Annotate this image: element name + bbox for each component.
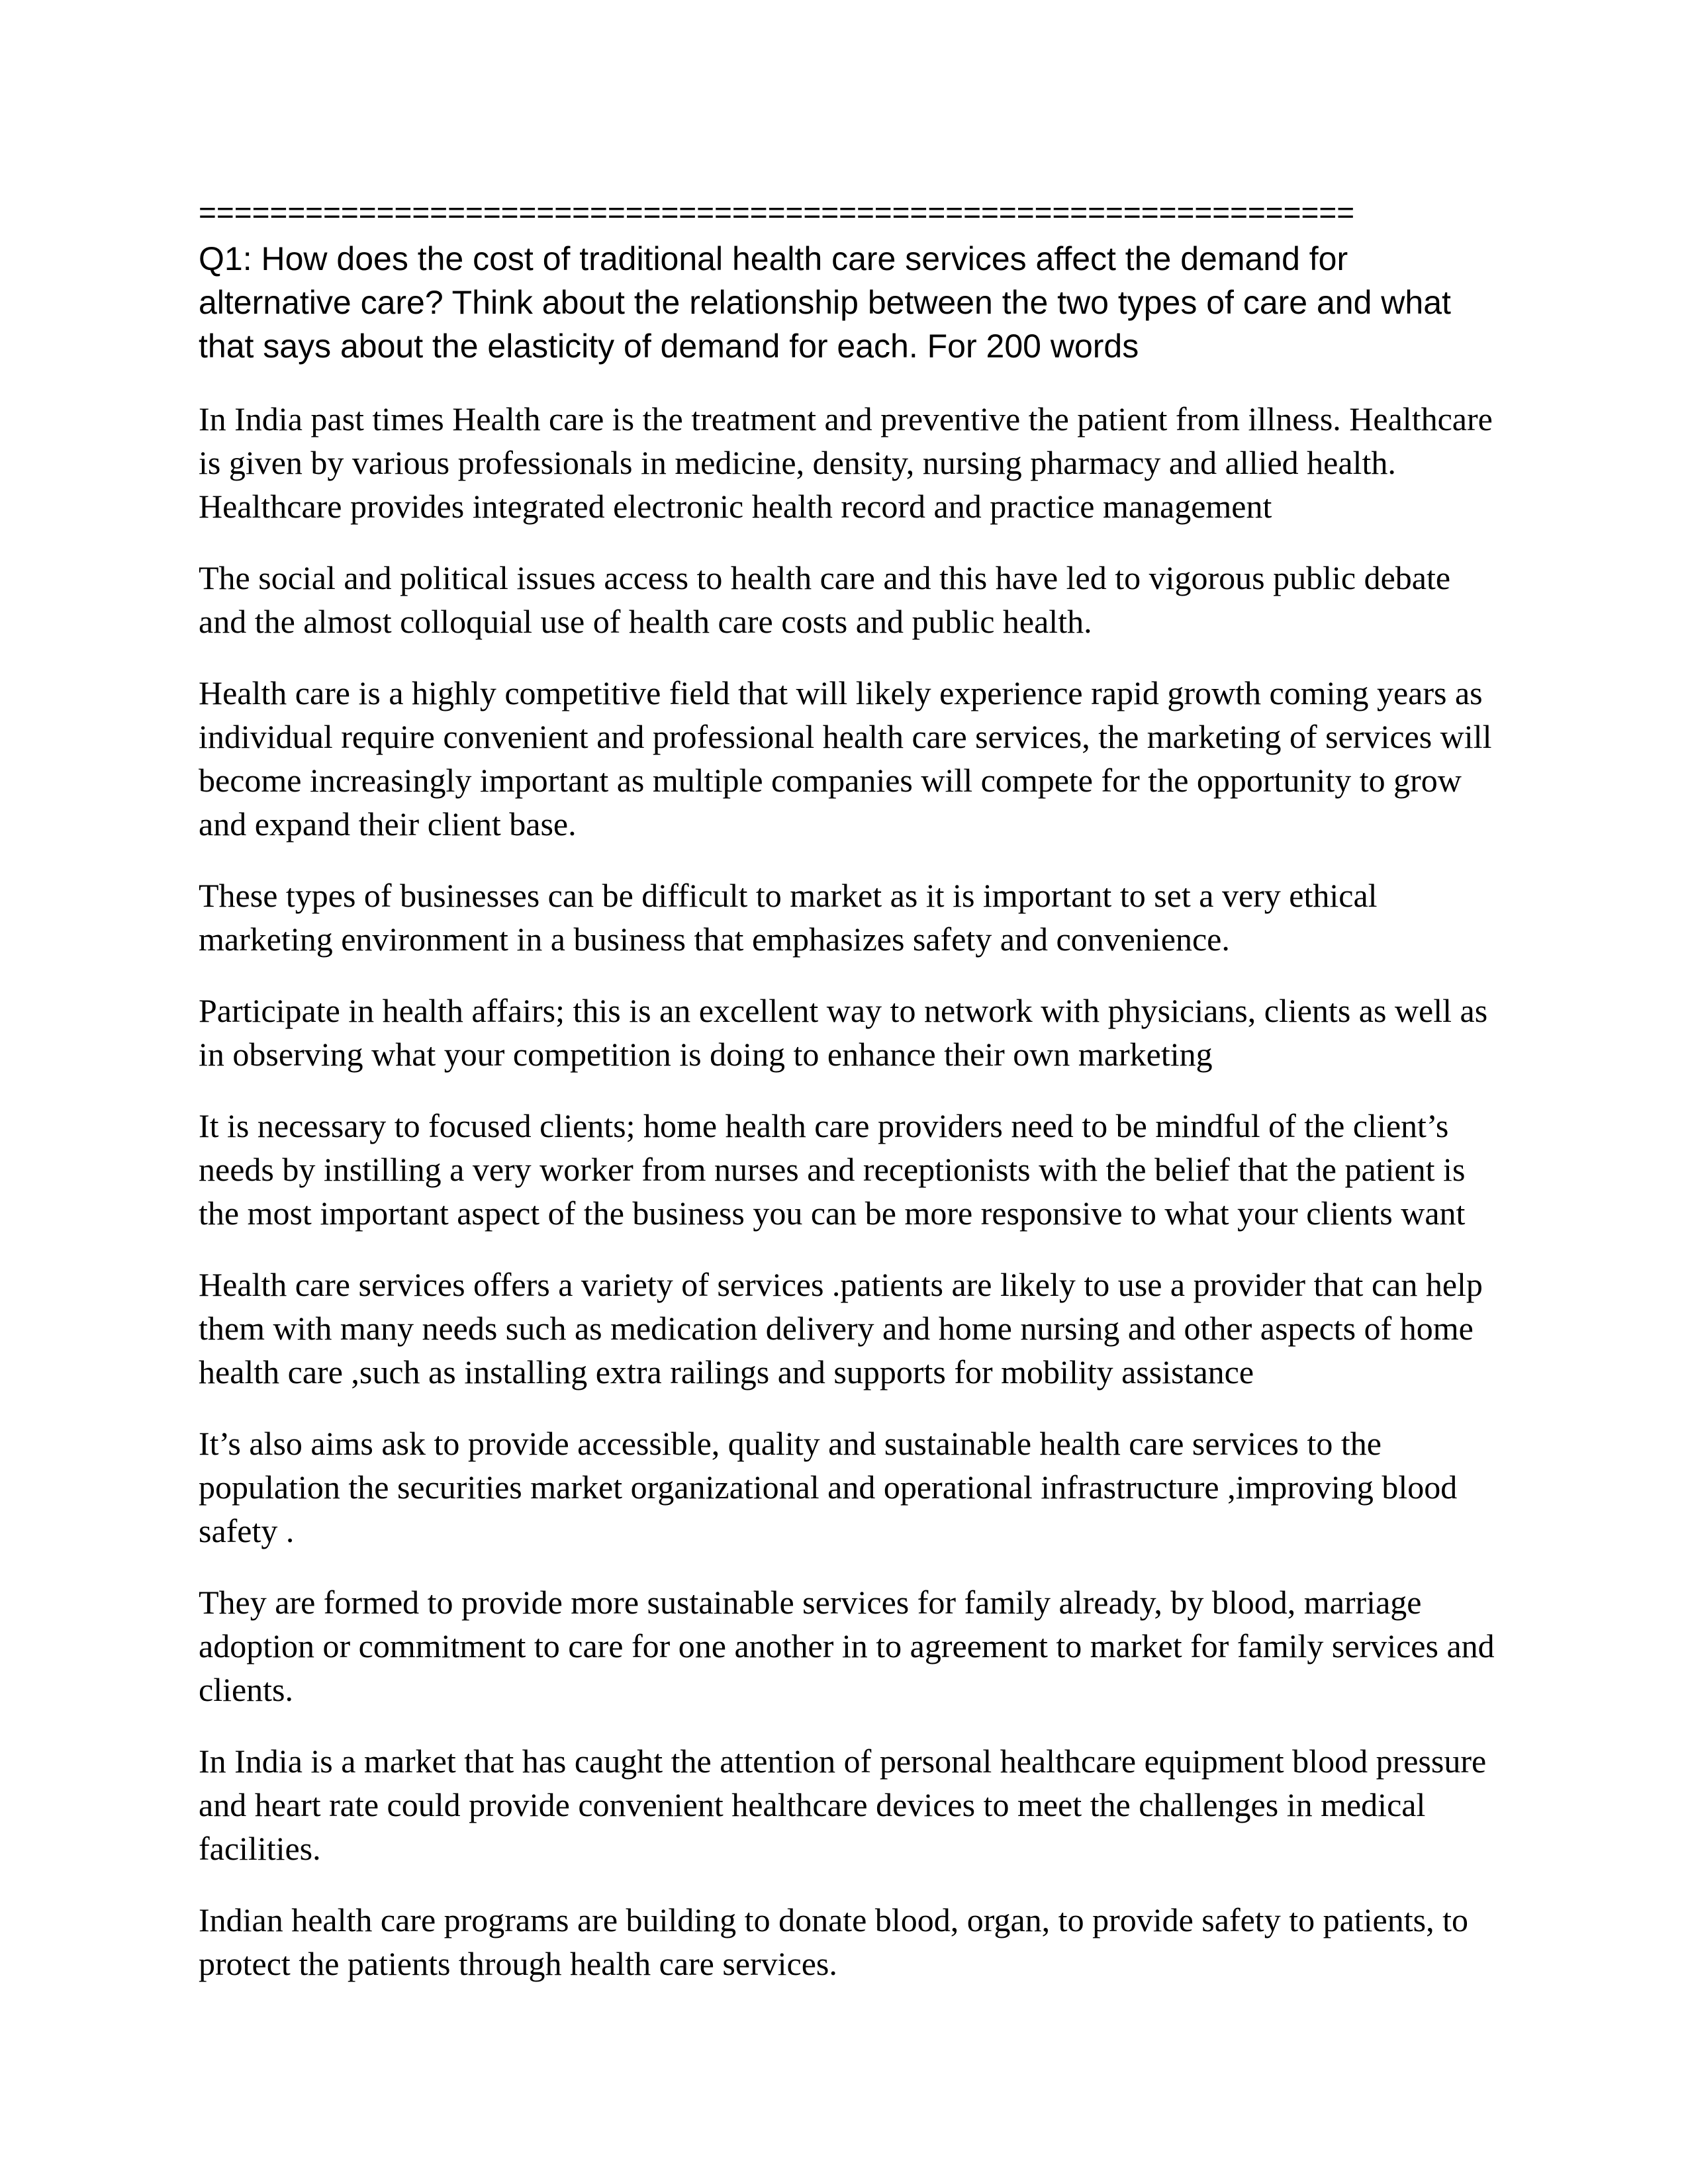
paragraph-10: In India is a market that has caught the attention of personal healthcare equipment blood pressure and heart rate could provide convenient healthcare devices to meet the challenges in medical facilities. [199, 1743, 1487, 1867]
document-page [199, 196, 1496, 2013]
paragraph-9: They are formed to provide more sustainable services for family already, by blood, marriage adoption or commitment to care for one another in to agreement to market for family services and clients. [199, 1584, 1495, 1708]
paragraph-8: It’s also aims ask to provide accessible, quality and sustainable health care services to the population the securities market organizational and operational infrastructure ,improving blood safety . [199, 1425, 1458, 1549]
paragraph-5: Participate in health affairs; this is an excellent way to network with physicians, clients as well as in observing what your competition is doing to enhance their own marketing [199, 992, 1488, 1073]
paragraph-3: Health care is a highly competitive field that will likely experience rapid growth coming years as individual require convenient and professional health care services, the marketing of services will become increasingly important as multiple companies will compete for the opportunity to grow and expand their client base. [199, 674, 1492, 842]
paragraph-7: Health care services offers a variety of services .patients are likely to use a provider that can help them with many needs such as medication delivery and home nursing and other aspects of home health care ,such as installing extra railings and supports for mobility assistance [199, 1266, 1483, 1390]
paragraph-4: These types of businesses can be difficult to market as it is important to set a very ethical marketing environment in a business that emphasizes safety and convenience. [199, 877, 1378, 958]
paragraph-2: The social and political issues access to health care and this have led to vigorous public debate and the almost colloquial use of health care costs and public health. [199, 559, 1451, 640]
paragraph-6: It is necessary to focused clients; home health care providers need to be mindful of the client’s needs by instilling a very worker from nurses and receptionists with the belief that the patient is the most important aspect of the business you can be more responsive to what your clients want [199, 1107, 1466, 1232]
question-heading: Q1: How does the cost of traditional health care services affect the demand for alternative care? Think about the relationship between the two types of care and what that says about the elasticity of demand for each. For 200 words [199, 240, 1451, 365]
separator-line: ================================================================= [199, 196, 1355, 229]
paragraph-1: In India past times Health care is the treatment and preventive the patient from illness. Healthcare is given by various professionals in medicine, density, nursing pharmacy and allied health. Healthcare provides integrated electronic health record and practice management [199, 400, 1493, 525]
paragraph-11: Indian health care programs are building to donate blood, organ, to provide safety to patients, to protect the patients through health care services. [199, 1901, 1468, 1982]
